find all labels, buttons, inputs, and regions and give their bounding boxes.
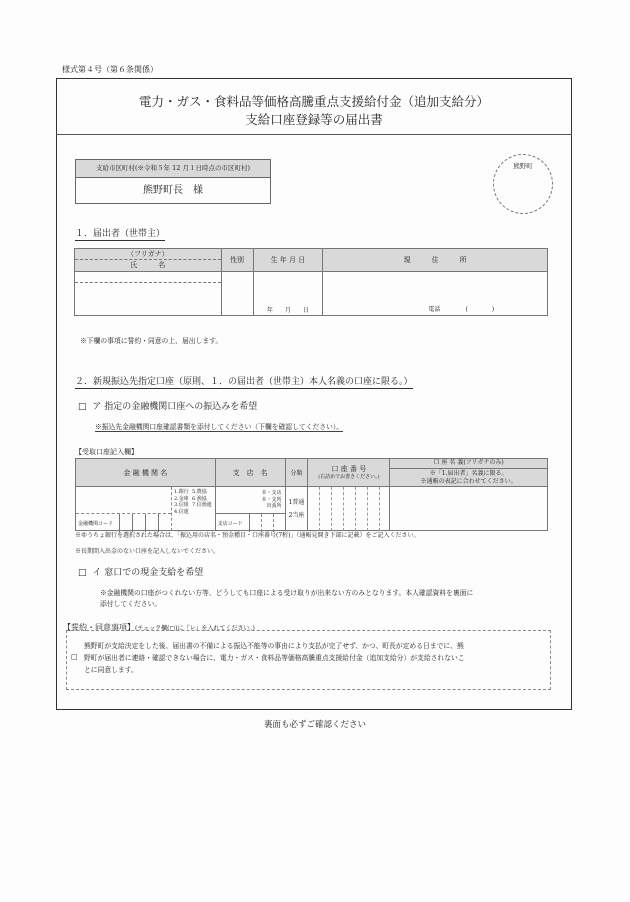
bank-type-4[interactable]: 4.信連 xyxy=(174,508,189,515)
holder-header xyxy=(390,459,548,487)
bank-name-cell[interactable] xyxy=(76,487,216,531)
pledge-note: ※下欄の事項に誓約・同意の上、届出します。 xyxy=(80,337,223,345)
bank-type-7[interactable]: 7.信漁連 xyxy=(191,502,212,508)
birthdate-suffix: 年 月 日 xyxy=(266,307,309,314)
recipient-name: 熊野町長 様 xyxy=(143,185,203,196)
branch-type-options xyxy=(262,490,282,510)
yucho-note: ※ゆうちょ銀行を選択された場合は、「振込用の店名・預金種目・口座番号(7桁)」（通帳見開き下部に記載）をご記入ください。 xyxy=(75,532,420,539)
account-type-header: 分類 xyxy=(285,459,308,487)
account-type-2[interactable]: 2当座 xyxy=(288,511,305,519)
name-header: 氏 名 xyxy=(130,261,166,269)
birthdate-input[interactable] xyxy=(253,272,323,316)
form-title-line2: 支給口座登録等の届出書 xyxy=(245,112,383,127)
bank-type-options xyxy=(171,487,216,531)
address-input[interactable] xyxy=(323,272,548,316)
consent-line3: とに同意します。 xyxy=(84,666,138,674)
account-table xyxy=(75,458,548,531)
phone-input[interactable]: ( ) xyxy=(465,306,495,313)
dormant-account-note: ※長期間入出金のない口座を記入しないでください。 xyxy=(75,548,220,555)
consent-line1: 熊野町が支給決定をした後、届出書の不備による振込不能等の事由により支払が完了せず、かつ、町長が定める日までに、熊 xyxy=(84,642,464,650)
account-type-1[interactable]: 1普通 xyxy=(288,498,305,506)
branch-name-header: 支 店 名 xyxy=(215,459,285,487)
account-number-header xyxy=(308,459,390,487)
branch-type-1[interactable]: 本・支店 xyxy=(261,490,282,496)
consent-heading-sub: (チェック欄(□)に『レ』を入れてください。) xyxy=(135,625,255,632)
holder-note2: ※通帳の表記に合わせてください。 xyxy=(420,478,517,485)
form-number-label: 様式第４号（第６条関係） xyxy=(62,65,158,74)
furigana-name-header xyxy=(75,249,222,272)
account-type-cell[interactable] xyxy=(285,487,308,531)
birthdate-header: 生 年 月 日 xyxy=(253,249,323,272)
option-i-note-line2: 添付してください。 xyxy=(100,600,162,608)
applicant-table xyxy=(74,248,548,316)
bank-code-label: 金融機関コード xyxy=(78,521,114,527)
bank-type-6[interactable]: 6.漁協 xyxy=(191,495,207,502)
account-holder-input[interactable] xyxy=(390,487,548,531)
stamp-label: 熊野町 xyxy=(513,162,533,170)
account-number-input[interactable] xyxy=(308,487,390,531)
furigana-input[interactable] xyxy=(75,272,221,283)
bank-name-header: 金 融 機 関 名 xyxy=(76,459,216,487)
option-a xyxy=(78,399,257,412)
form-title-line1: 電力・ガス・食料品等価格高騰重点支援給付金（追加支給分） xyxy=(138,94,489,109)
bank-name-input[interactable] xyxy=(76,487,171,513)
section1-heading: １．届出者（世帯主） xyxy=(75,226,165,241)
consent-text xyxy=(84,640,465,676)
option-i-note-line1: ※金融機関の口座がつくれない方等、どうしても口座による受け取りが出来ない方のみとなります。本人確認資料を裏面に xyxy=(100,589,474,597)
option-i xyxy=(78,565,203,578)
name-input[interactable] xyxy=(75,283,221,315)
consent-checkbox[interactable]: □ xyxy=(71,653,78,661)
holder-note1: ※「1.届出者」名義に限る。 xyxy=(429,470,508,477)
account-number-sub: (右詰めでお書きください。) xyxy=(318,473,380,480)
section2-heading: ２．新規振込先指定口座（原則、１．の届出者（世帯主）本人名義の口座に限る。） xyxy=(75,374,413,389)
footer-note: 裏面も必ずご確認ください xyxy=(263,720,366,730)
branch-type-3[interactable]: 出張所 xyxy=(266,503,282,509)
phone-label: 電話 xyxy=(428,306,441,313)
furigana-header: （フリガナ） xyxy=(75,249,221,260)
holder-title: 口 座 名 義(フリガナのみ) xyxy=(390,459,547,469)
branch-code-label: 支店コード xyxy=(217,521,243,527)
account-section-label: 【受取口座記入欄】 xyxy=(75,448,138,456)
option-a-label: ア 指定の金融機関口座への振込みを希望 xyxy=(92,402,258,412)
account-number-title: 口 座 番 号 xyxy=(331,464,367,473)
consent-heading: 【誓約・同意事項】 xyxy=(63,623,135,632)
gender-input[interactable] xyxy=(221,272,253,316)
option-i-label: イ 窓口での現金支給を希望 xyxy=(92,568,204,578)
gender-header: 性別 xyxy=(221,249,253,272)
option-a-note: ※振込先金融機関口座確認書類を添付してください（下欄を確認してください）。 xyxy=(95,423,344,431)
branch-type-2[interactable]: 本・支所 xyxy=(261,496,282,503)
option-i-checkbox[interactable]: □ xyxy=(78,568,87,578)
bank-type-5[interactable]: 5.農協 xyxy=(191,489,207,495)
option-a-checkbox[interactable]: □ xyxy=(78,402,87,412)
bank-type-1[interactable]: 1.銀行 xyxy=(174,489,189,495)
bank-type-2[interactable]: 2.金庫 xyxy=(174,495,189,502)
address-header: 現 住 所 xyxy=(323,249,548,272)
title-divider xyxy=(56,134,572,135)
recipient-header: 支給市区町村(※令和５年 12 月１日時点の市区町村) xyxy=(75,159,271,178)
name-cell[interactable] xyxy=(75,272,222,316)
branch-name-cell[interactable] xyxy=(215,487,285,531)
consent-line2: 野町が届出者に連絡・確認できない場合に、電力・ガス・食料品等価格高騰重点支援給付金（追加支給分）が支給されないこ xyxy=(84,654,465,662)
bank-type-3[interactable]: 3.信組 xyxy=(174,502,189,508)
